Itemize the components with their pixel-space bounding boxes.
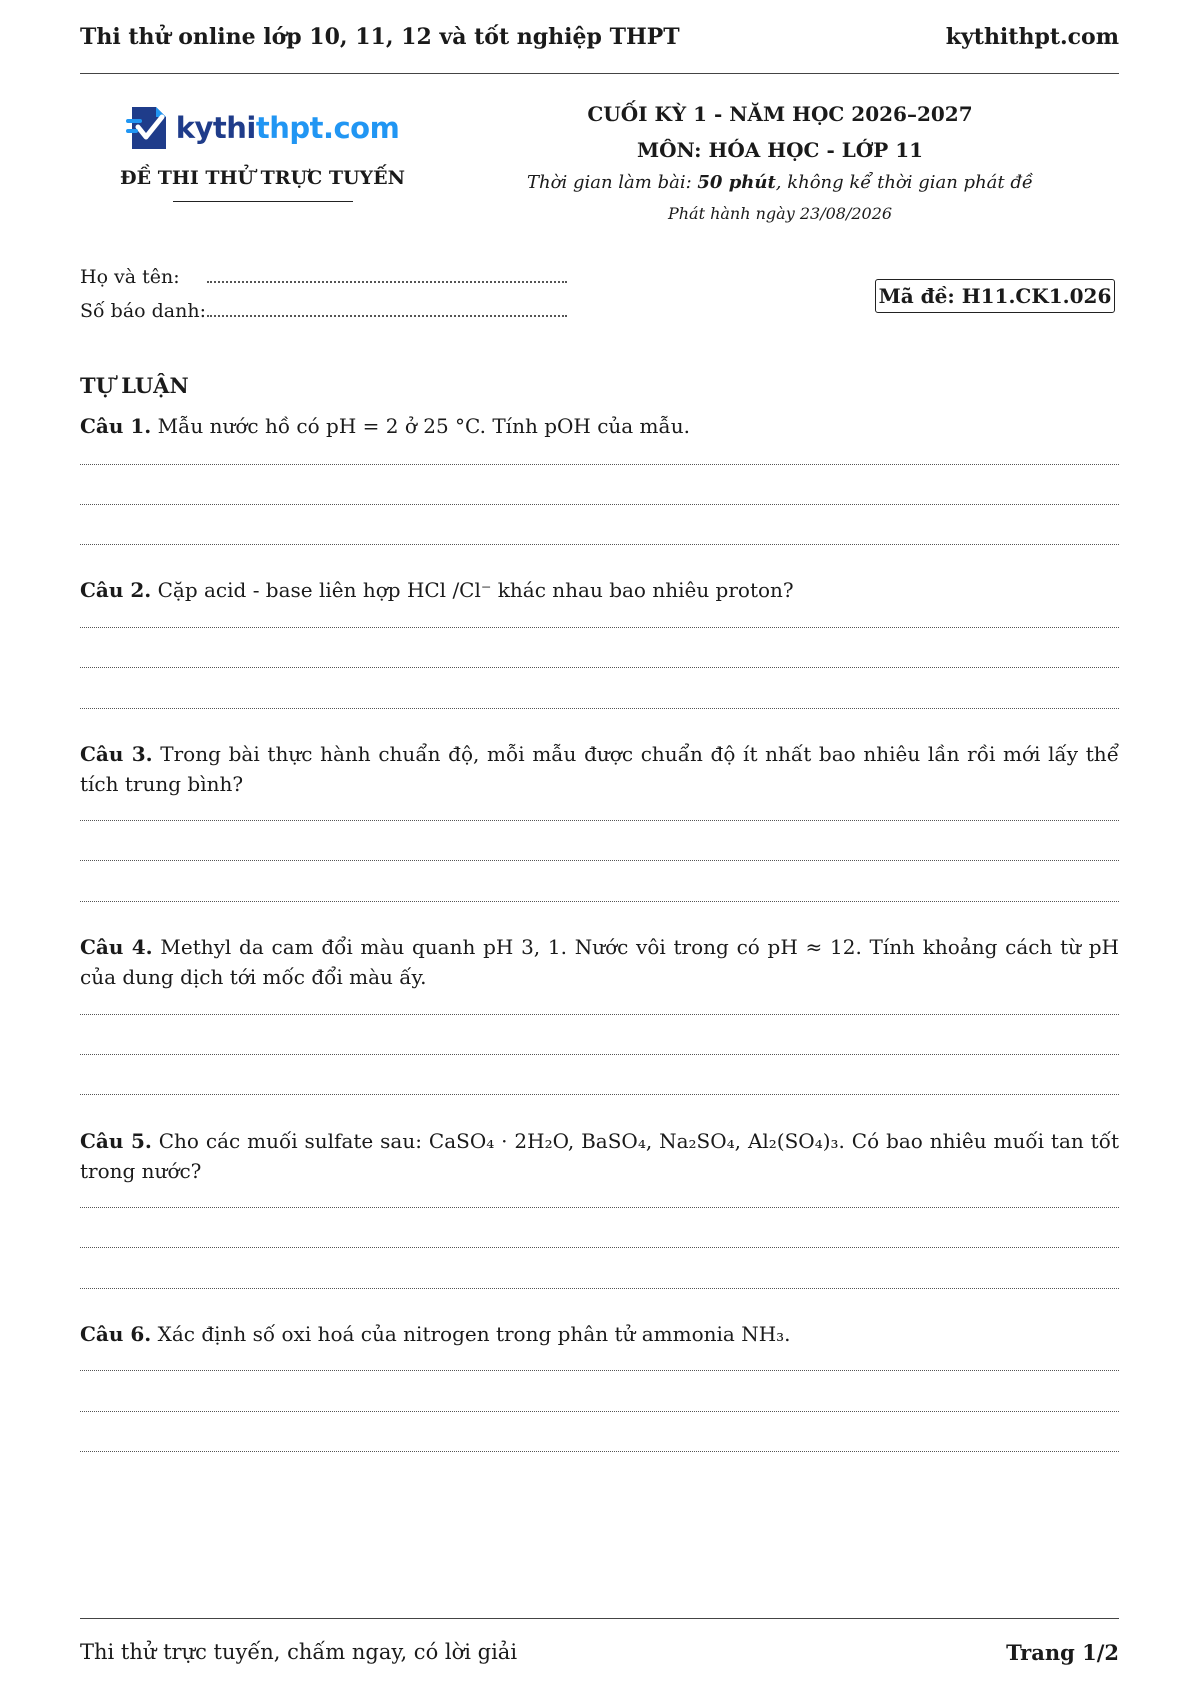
logo-text-part2: thpt.com: [255, 111, 400, 145]
question-4: [80, 932, 1119, 992]
question-5: [80, 1126, 1119, 1186]
question-text: Mẫu nước hồ có pH = 2 ở 25 °C. Tính pOH của mẫu.: [151, 414, 691, 438]
question-number: Câu 4.: [80, 935, 153, 959]
candidate-info: [80, 263, 567, 331]
answer-line[interactable]: [80, 1451, 1119, 1452]
name-label: Họ và tên:: [80, 266, 180, 288]
section-title: TỰ LUẬN: [80, 373, 189, 398]
exam-title-line1: CUỐI KỲ 1 - NĂM HỌC 2026–2027: [587, 102, 973, 126]
answer-line[interactable]: [80, 1207, 1119, 1208]
exam-page: [80, 0, 1119, 1684]
answer-line[interactable]: [80, 1411, 1119, 1412]
footer-rule: [80, 1618, 1119, 1619]
question-number: Câu 1.: [80, 414, 152, 438]
header-rule: [80, 73, 1119, 74]
header-left: Thi thử online lớp 10, 11, 12 và tốt nghiệp THPT: [80, 24, 680, 50]
question-text: Cho các muối sulfate sau: CaSO₄ · 2H₂O, BaSO₄, Na₂SO₄, Al₂(SO₄)₃. Có bao nhiêu muối tan tốt trong nước?: [80, 1129, 1119, 1183]
exam-time-value: 50 phút: [697, 172, 776, 193]
question-3: [80, 739, 1119, 799]
answer-line[interactable]: [80, 544, 1119, 545]
answer-line[interactable]: [80, 627, 1119, 628]
brand-subtitle: ĐỀ THI THỬ TRỰC TUYẾN: [120, 167, 405, 189]
footer-left: Thi thử trực tuyến, chấm ngay, có lời giải: [80, 1640, 518, 1664]
question-number: Câu 2.: [80, 578, 152, 602]
exam-code-badge: Mã đề: H11.CK1.026: [875, 279, 1115, 313]
exam-meta: [500, 96, 1060, 230]
answer-line[interactable]: [80, 1094, 1119, 1095]
question-number: Câu 6.: [80, 1322, 152, 1346]
name-field[interactable]: [207, 263, 567, 283]
brand-block: [80, 100, 445, 202]
header-right: kythithpt.com: [945, 24, 1119, 50]
brand-underline: [173, 201, 353, 202]
question-number: Câu 5.: [80, 1129, 152, 1153]
exam-time: [500, 168, 1060, 198]
question-number: Câu 3.: [80, 742, 153, 766]
question-1: [80, 411, 1119, 441]
answer-line[interactable]: [80, 1288, 1119, 1289]
answer-line[interactable]: [80, 1370, 1119, 1371]
running-header: [80, 22, 1119, 52]
question-6: [80, 1319, 1119, 1349]
question-text: Cặp acid - base liên hợp HCl /Cl⁻ khác nhau bao nhiêu proton?: [151, 578, 794, 602]
question-text: Methyl da cam đổi màu quanh pH 3, 1. Nước vôi trong có pH ≈ 12. Tính khoảng cách từ pH của dung dịch tới mốc đổi màu ấy.: [80, 935, 1119, 989]
answer-line[interactable]: [80, 464, 1119, 465]
answer-line[interactable]: [80, 667, 1119, 668]
logo-text-part1: kythi: [175, 111, 256, 145]
answer-line[interactable]: [80, 901, 1119, 902]
question-2: [80, 575, 1119, 605]
site-logo: [126, 100, 400, 156]
answer-line[interactable]: [80, 820, 1119, 821]
question-text: Xác định số oxi hoá của nitrogen trong phân tử ammonia NH₃.: [151, 1322, 791, 1346]
exam-time-prefix: Thời gian làm bài:: [527, 172, 698, 193]
answer-line[interactable]: [80, 708, 1119, 709]
logo-icon: [126, 103, 172, 153]
id-label: Số báo danh:: [80, 300, 207, 322]
exam-issued-date: Phát hành ngày 23/08/2026: [667, 204, 893, 223]
answer-line[interactable]: [80, 1054, 1119, 1055]
answer-line[interactable]: [80, 860, 1119, 861]
exam-title-line2: MÔN: HÓA HỌC - LỚP 11: [636, 138, 924, 162]
id-field[interactable]: [207, 297, 567, 317]
answer-line[interactable]: [80, 1247, 1119, 1248]
page-number: Trang 1/2: [1006, 1640, 1119, 1665]
question-text: Trong bài thực hành chuẩn độ, mỗi mẫu được chuẩn độ ít nhất bao nhiêu lần rồi mới lấy thể tích trung bình?: [80, 742, 1119, 796]
exam-time-suffix: , không kể thời gian phát đề: [775, 172, 1033, 193]
answer-line[interactable]: [80, 1014, 1119, 1015]
answer-line[interactable]: [80, 504, 1119, 505]
running-footer: [80, 1640, 1119, 1665]
